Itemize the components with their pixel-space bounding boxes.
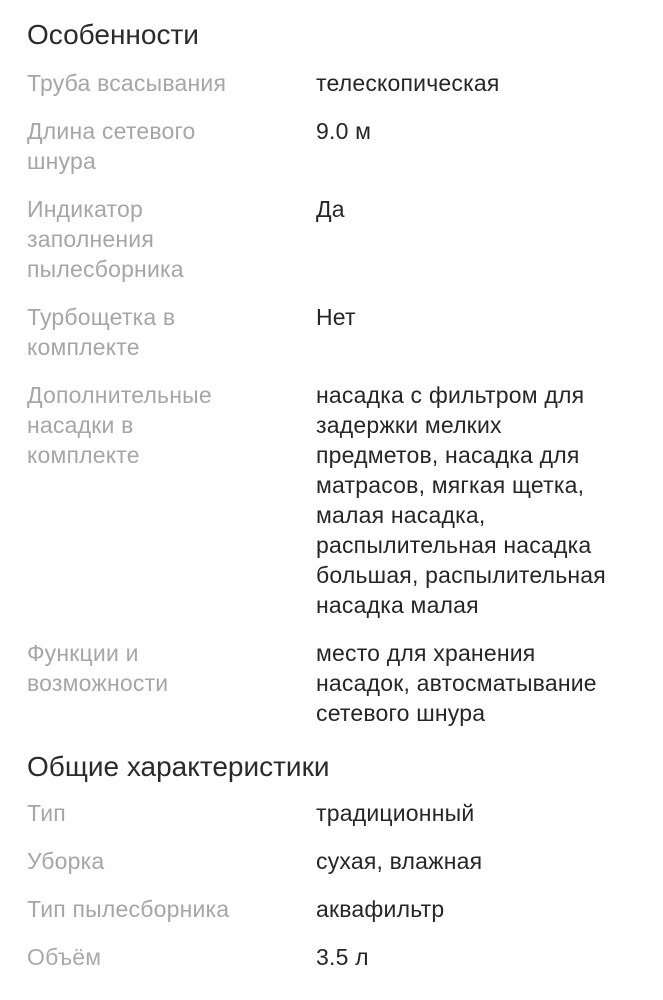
- spec-label: Тип пылесборника: [27, 896, 230, 922]
- spec-value: традиционный: [316, 800, 475, 826]
- spec-value: 9.0 м: [316, 118, 372, 144]
- spec-label: Уборка: [27, 848, 105, 874]
- spec-label: Функции и возможности: [27, 640, 169, 696]
- spec-row-cord-length: [27, 116, 643, 176]
- spec-row-extra-nozzles: [27, 380, 643, 620]
- general-list: [27, 798, 643, 972]
- features-list: [27, 68, 643, 728]
- spec-label: Длина сетевого шнура: [27, 118, 196, 174]
- spec-row-type: [27, 798, 643, 828]
- spec-value: сухая, влажная: [316, 848, 483, 874]
- spec-value: аквафильтр: [316, 896, 445, 922]
- spec-label: Объём: [27, 944, 102, 970]
- spec-value: насадка с фильтром для задержки мелких предметов, насадка для матрасов, мягкая щетка, малая насадка, распылительная насадка большая, распылительная насадка малая: [316, 382, 606, 618]
- spec-label: Труба всасывания: [27, 70, 227, 96]
- spec-value: Да: [316, 196, 345, 222]
- spec-row-dust-indicator: [27, 194, 643, 284]
- spec-value: место для хранения насадок, автосматывание сетевого шнура: [316, 640, 597, 726]
- spec-label: Индикатор заполнения пылесборника: [27, 196, 184, 282]
- spec-row-turbo-brush: [27, 302, 643, 362]
- spec-label: Турбощетка в комплекте: [27, 304, 176, 360]
- spec-value: телескопическая: [316, 70, 500, 96]
- spec-label: Дополнительные насадки в комплекте: [27, 382, 212, 468]
- spec-row-cleaning: [27, 846, 643, 876]
- spec-label: Тип: [27, 800, 66, 826]
- spec-value: Нет: [316, 304, 356, 330]
- spec-value: 3.5 л: [316, 944, 369, 970]
- section-title-general: Общие характеристики: [27, 751, 330, 782]
- spec-row-suction-tube: [27, 68, 643, 98]
- spec-row-volume: [27, 942, 643, 972]
- spec-row-functions: [27, 638, 643, 728]
- spec-row-dust-container: [27, 894, 643, 924]
- section-title-features: Особенности: [27, 19, 199, 50]
